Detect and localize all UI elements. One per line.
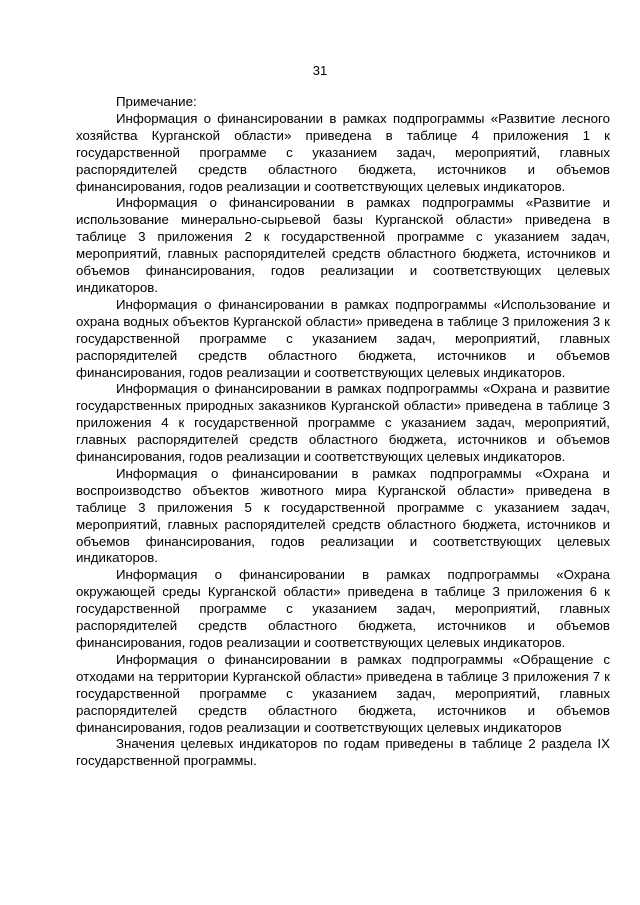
paragraph-wildlife: Информация о финансировании в рамках подпрограммы «Охрана и воспроизводство объектов животного мира Курганской области» приведена в таблице 3 приложения 5 к государственной программе с указанием задач, мероприятий, главных распорядителей средств областного бюджета, источников и объемов финансирования, годов реализации и соответствующих целевых индикаторов. [76, 465, 610, 566]
note-heading: Примечание: [116, 94, 197, 109]
document-body [76, 94, 610, 770]
paragraph-forestry: Информация о финансировании в рамках подпрограммы «Развитие лесного хозяйства Курганской области» приведена в таблице 4 приложения 1 к государственной программе с указанием задач, мероприятий, главных распорядителей средств областного бюджета, источников и объемов финансирования, годов реализации и соответствующих целевых индикаторов. [76, 110, 610, 194]
paragraph-environment: Информация о финансировании в рамках подпрограммы «Охрана окружающей среды Курганской области» приведена в таблице 3 приложения 6 к государственной программе с указанием задач, мероприятий, главных распорядителей средств областного бюджета, источников и объемов финансирования, годов реализации и соответствующих целевых индикаторов. [76, 567, 610, 650]
paragraph-mineral-resources: Информация о финансировании в рамках подпрограммы «Развитие и использование минерально-сырьевой базы Курганской области» приведена в таблице 3 приложения 2 к государственной программе с указанием задач, мероприятий, главных распорядителей средств областного бюджета, источников и объемов финансирования, годов реализации и соответствующих целевых индикаторов. [76, 195, 610, 295]
paragraph-waste-management: Информация о финансировании в рамках подпрограммы «Обращение с отходами на территории Курганской области» приведена в таблице 3 приложения 7 к государственной программе с указанием задач, мероприятий, главных распорядителей средств областного бюджета, источников и объемов финансирования, годов реализации и соответствующих целевых индикаторов [76, 651, 610, 735]
paragraph-target-indicators: Значения целевых индикаторов по годам приведены в таблице 2 раздела IX государственной программы. [76, 736, 610, 769]
paragraph-water-objects: Информация о финансировании в рамках подпрограммы «Использование и охрана водных объектов Курганской области» приведена в таблице 3 приложения 3 к государственной программе с указанием задач, мероприятий, главных распорядителей средств областного бюджета, источников и объемов финансирования, годов реализации и соответствующих целевых индикаторов. [76, 296, 610, 380]
paragraph-nature-reserves: Информация о финансировании в рамках подпрограммы «Охрана и развитие государственных природных заказников Курганской области» приведена в таблице 3 приложения 4 к государственной программе с указанием задач, мероприятий, главных распорядителей средств областного бюджета, источников и объемов финансирования, годов реализации и соответствующих целевых индикаторов. [76, 381, 610, 465]
page-number: 31 [312, 63, 328, 78]
